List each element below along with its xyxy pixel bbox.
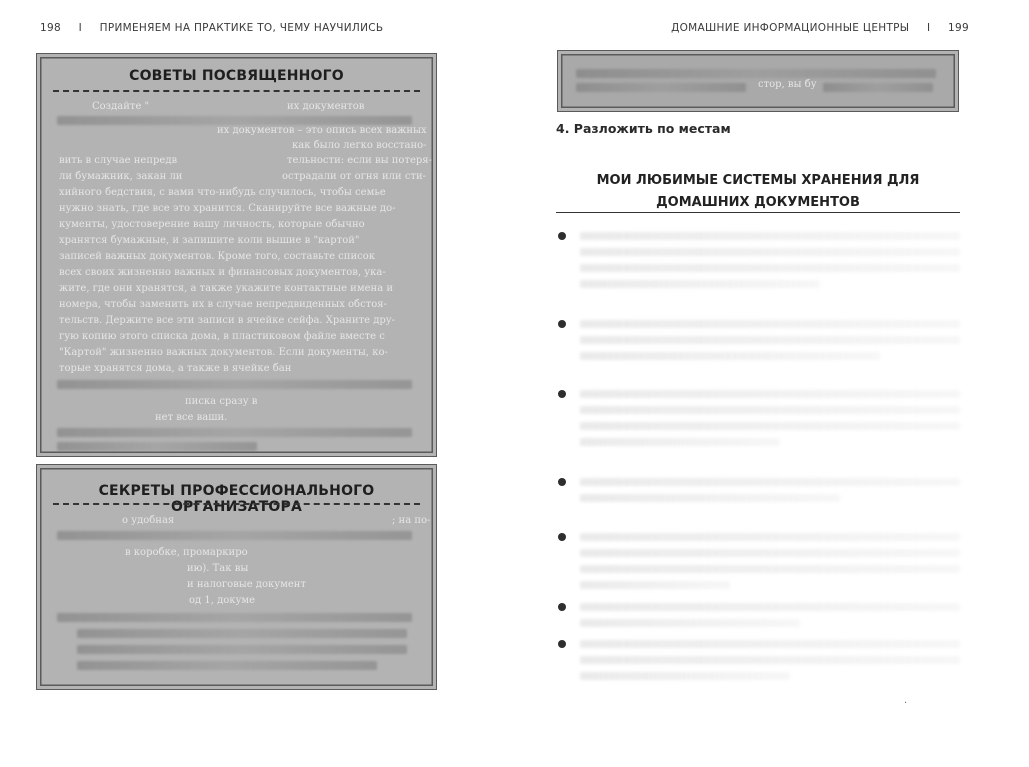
secrets-fragment: и налоговые документ (187, 579, 306, 590)
faded-text-line (580, 672, 790, 680)
left-page-number: 198 (40, 22, 61, 34)
favorites-title-line-1: МОИ ЛЮБИМЫЕ СИСТЕМЫ ХРАНЕНИЯ ДЛЯ (596, 173, 920, 188)
blurred-text-line (57, 442, 257, 451)
secrets-box-title: СЕКРЕТЫ ПРОФЕССИОНАЛЬНОГО ОРГАНИЗАТОРА (98, 483, 375, 515)
tips-fragment: жите, где они хранятся, а также укажите контактные имена и (59, 283, 394, 294)
continued-box (557, 50, 959, 112)
tips-fragment: торые хранятся дома, а также в ячейке бан (59, 363, 292, 374)
tips-fragment: хранятся бумажные, и запишите коли вышие в "картой" (59, 235, 360, 246)
tips-box (36, 53, 437, 457)
faded-text-line (580, 603, 960, 611)
faded-text-line (580, 264, 960, 272)
tips-fragment: писка сразу в (185, 396, 258, 407)
blurred-text-line (576, 83, 746, 92)
tips-fragment: номера, чтобы заменить их в случае непредвиденных обстоя- (59, 299, 387, 310)
list-bullet (558, 640, 566, 648)
favorites-title-line-2: ДОМАШНИХ ДОКУМЕНТОВ (656, 195, 860, 210)
blurred-text-line (57, 613, 412, 622)
blurred-text-line (57, 380, 412, 389)
faded-text-line (580, 280, 820, 288)
faded-text-line (580, 336, 960, 344)
tips-fragment: "Картой" жизненно важных документов. Если документы, ко- (59, 347, 388, 358)
section-heading: 4. Разложить по местам (556, 121, 731, 136)
right-head-separator: I (927, 22, 931, 34)
left-running-head (40, 22, 383, 34)
faded-text-line (580, 320, 960, 328)
faded-text-line (580, 619, 800, 627)
blurred-text-line (57, 116, 412, 125)
faded-text-line (580, 438, 780, 446)
left-page (0, 0, 514, 767)
tips-fragment: нет все ваши. (155, 412, 228, 423)
secrets-fragment: од 1, докуме (189, 595, 256, 606)
continued-box-fragment: стор, вы бу (758, 79, 817, 90)
tips-fragment: их документов – это опись всех важных (217, 125, 427, 136)
blurred-text-line (57, 531, 412, 540)
faded-text-line (580, 232, 960, 240)
right-running-title: ДОМАШНИЕ ИНФОРМАЦИОННЫЕ ЦЕНТРЫ (671, 22, 910, 34)
faded-text-line (580, 352, 880, 360)
list-bullet (558, 232, 566, 240)
list-bullet (558, 603, 566, 611)
faded-text-line (580, 390, 960, 398)
tips-fragment: гую копию этого списка дома, в пластиковом файле вместе с (59, 331, 385, 342)
tips-fragment: кументы, удостоверение вашу личность, которые обычно (59, 219, 365, 230)
secrets-fragment: в коробке, промаркиро (125, 547, 248, 558)
tips-box-title: СОВЕТЫ ПОСВЯЩЕННОГО (129, 68, 344, 84)
blurred-text-line (57, 428, 412, 437)
tips-fragment: вить в случае непредв (59, 155, 178, 166)
blurred-text-line (77, 629, 407, 638)
right-page-number: 199 (948, 22, 969, 34)
faded-text-line (580, 581, 730, 589)
list-bullet (558, 478, 566, 486)
tips-fragment: Создайте " (92, 101, 150, 112)
blurred-text-line (77, 661, 377, 670)
tips-fragment: записей важных документов. Кроме того, составьте список (59, 251, 375, 262)
left-running-title: ПРИМЕНЯЕМ НА ПРАКТИКЕ ТО, ЧЕМУ НАУЧИЛИСЬ (99, 22, 384, 34)
list-bullet (558, 390, 566, 398)
faded-text-line (580, 406, 960, 414)
secrets-box (36, 464, 437, 690)
tips-fragment: тельств. Держите все эти записи в ячейке сейфа. Храните дру- (59, 315, 396, 326)
right-page (514, 0, 1029, 767)
favorites-title (556, 170, 960, 214)
secrets-fragment: ию). Так вы (187, 563, 249, 574)
favorites-rule (556, 212, 960, 213)
blurred-text-line (576, 69, 936, 78)
list-bullet (558, 533, 566, 541)
secrets-fragment: о удобная (122, 515, 175, 526)
faded-text-line (580, 640, 960, 648)
blurred-text-line (823, 83, 933, 92)
faded-text-line (580, 494, 840, 502)
footer-mark: . (904, 695, 908, 706)
tips-fragment: нужно знать, где все это хранится. Сканируйте все важные до- (59, 203, 396, 214)
faded-text-line (580, 533, 960, 541)
faded-text-line (580, 422, 960, 430)
secrets-fragment: ; на по- (392, 515, 431, 526)
faded-text-line (580, 565, 960, 573)
tips-fragment: всех своих жизненно важных и финансовых документов, ука- (59, 267, 386, 278)
tips-fragment: тельности: если вы потеря- (287, 155, 432, 166)
tips-fragment: хийного бедствия, с вами что-нибудь случилось, чтобы семье (59, 187, 386, 198)
secrets-box-dashed-rule (53, 503, 420, 505)
list-bullet (558, 320, 566, 328)
faded-text-line (580, 478, 960, 486)
tips-fragment: ли бумажник, закан ли (59, 171, 183, 182)
tips-box-dashed-rule (53, 90, 420, 92)
right-running-head (671, 22, 969, 34)
blurred-text-line (77, 645, 407, 654)
faded-text-line (580, 656, 960, 664)
tips-fragment: острадали от огня или сти- (282, 171, 427, 182)
faded-text-line (580, 248, 960, 256)
left-head-separator: I (78, 22, 82, 34)
tips-fragment: как было легко восстано- (292, 140, 427, 151)
tips-fragment: их документов (287, 101, 365, 112)
faded-text-line (580, 549, 960, 557)
